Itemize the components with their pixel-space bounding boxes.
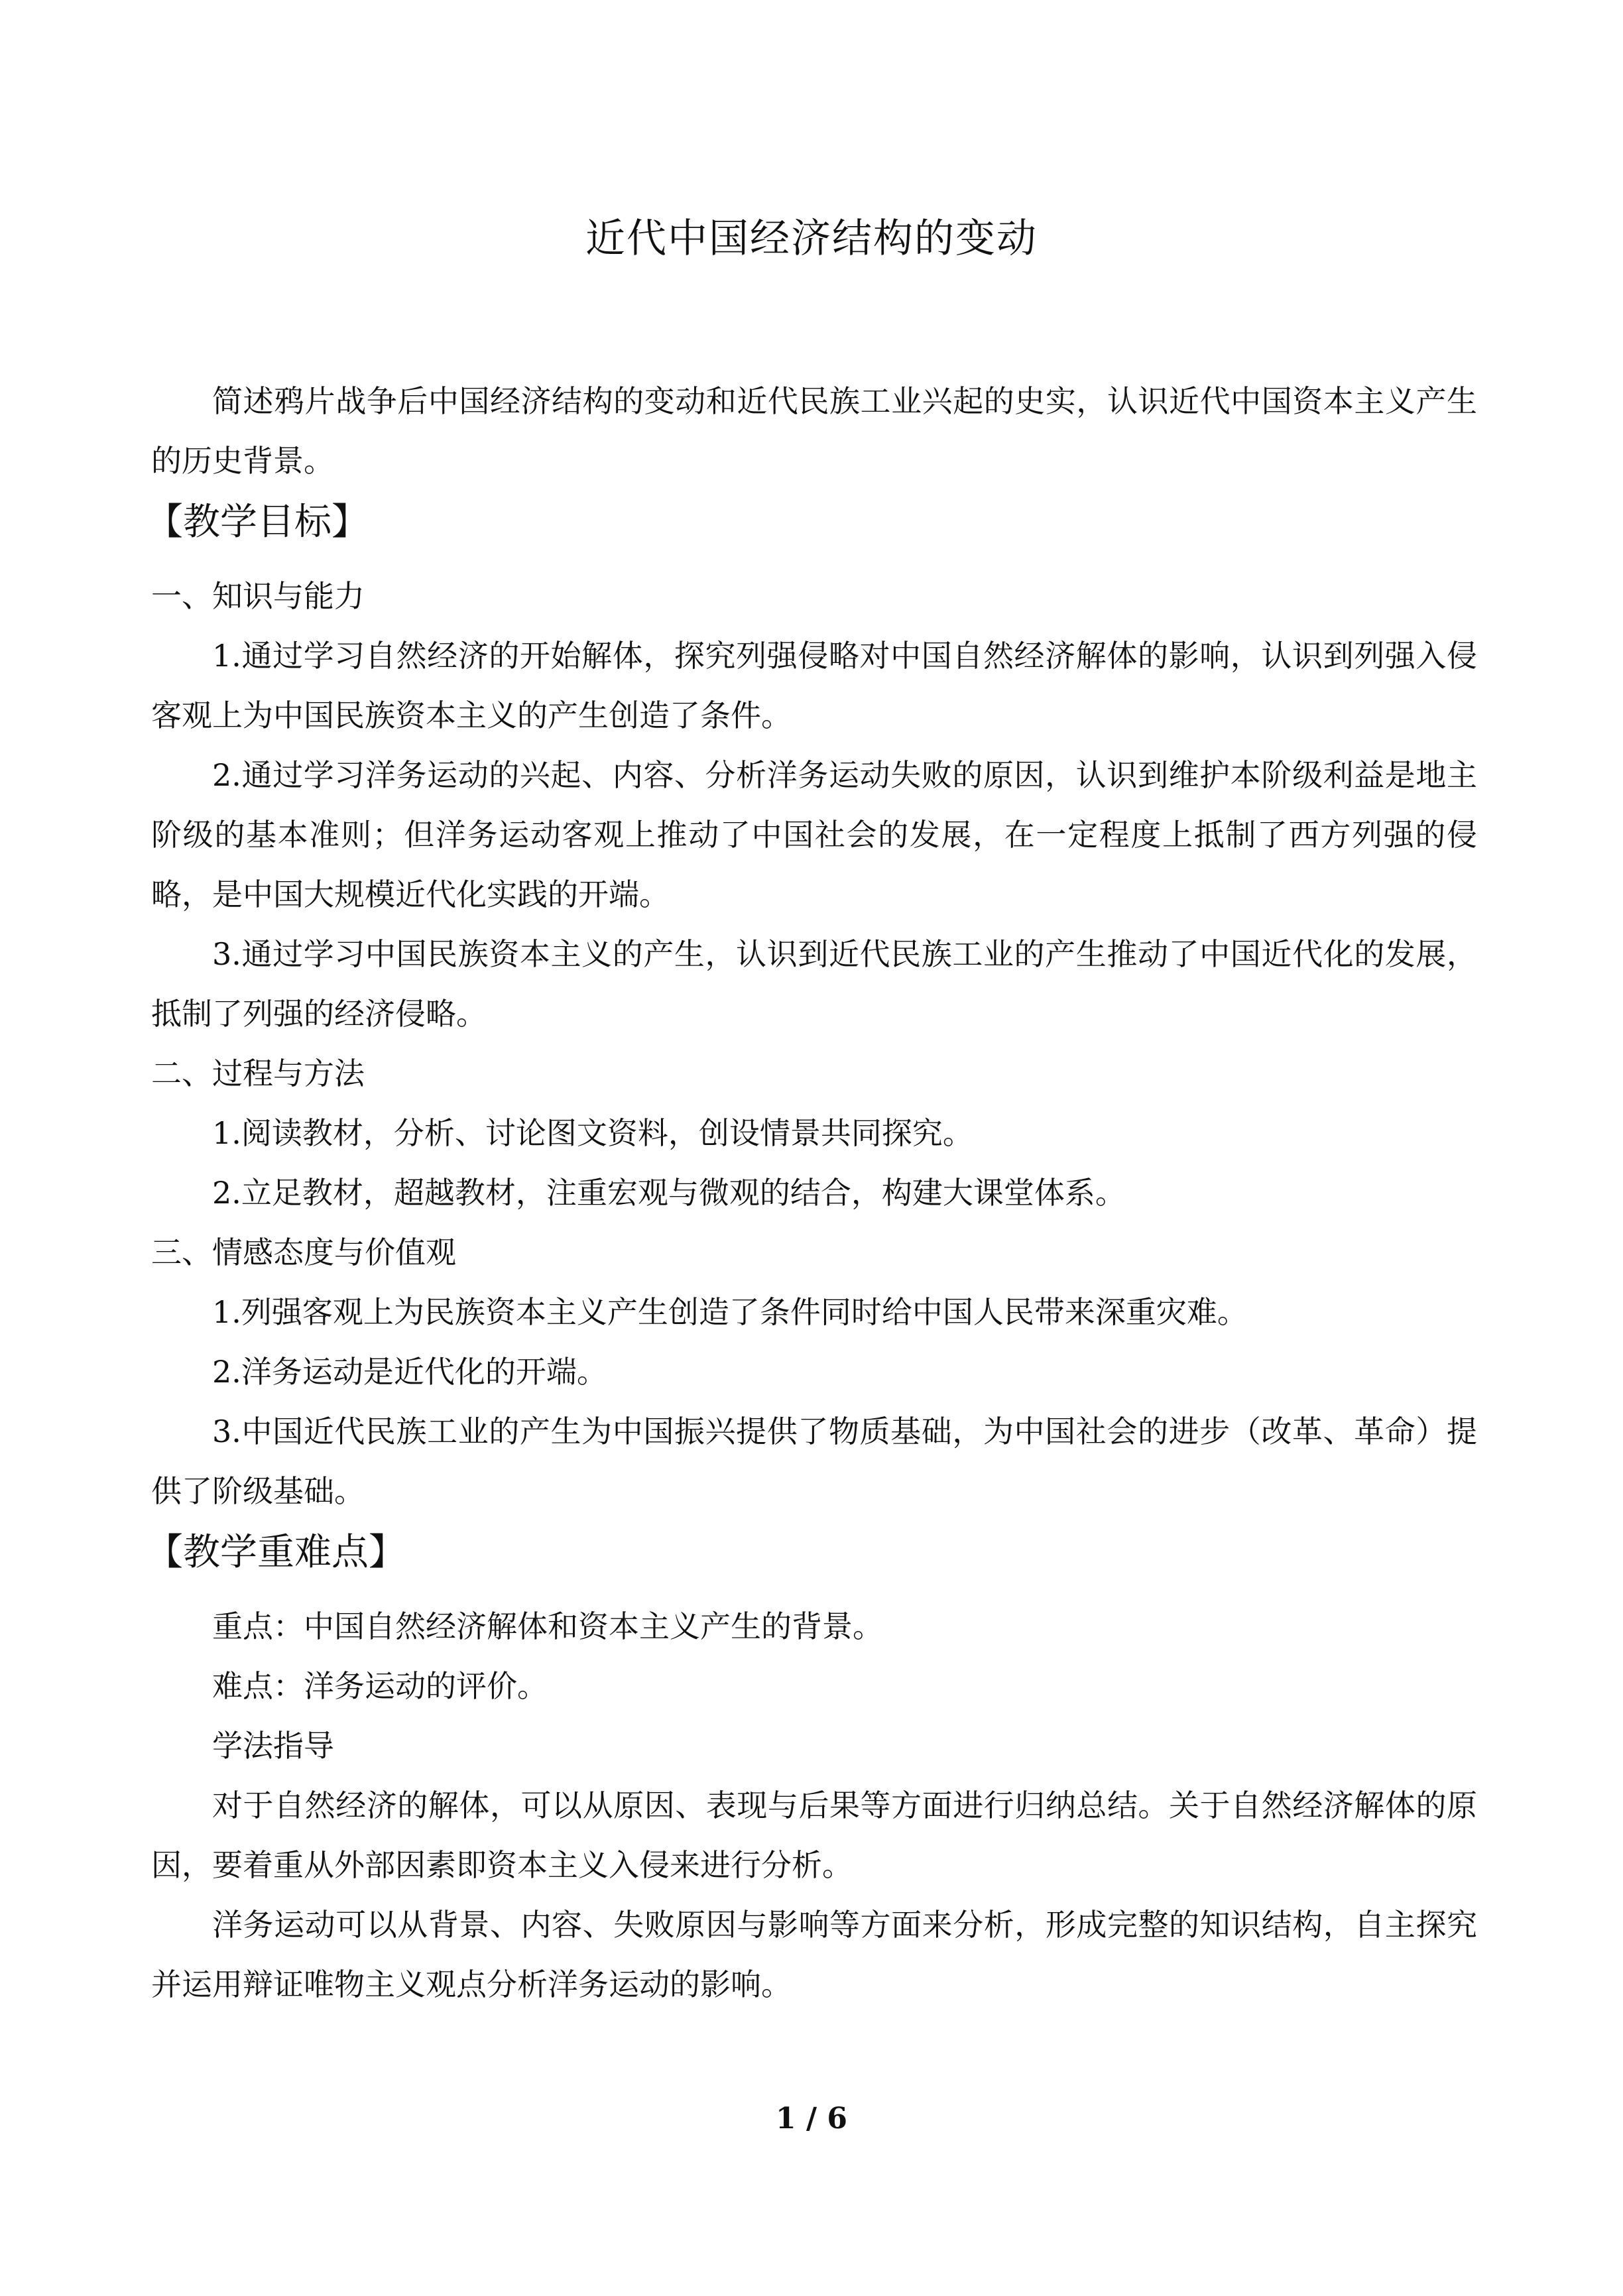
objective-item: 3.通过学习中国民族资本主义的产生，认识到近代民族工业的产生推动了中国近代化的发展，抵制了列强的经济侵略。	[151, 936, 1477, 1032]
study-method-paragraph: 对于自然经济的解体，可以从原因、表现与后果等方面进行归纳总结。关于自然经济解体的原因，要着重从外部因素即资本主义入侵来进行分析。	[151, 1787, 1477, 1883]
key-points-heading: 【教学重难点】	[146, 1531, 406, 1574]
objective-item: 1.列强客观上为民族资本主义产生创造了条件同时给中国人民带来深重灾难。	[212, 1294, 1248, 1330]
objective-item: 2.立足教材，超越教材，注重宏观与微观的结合，构建大课堂体系。	[212, 1175, 1126, 1211]
objective-item: 2.洋务运动是近代化的开端。	[212, 1354, 607, 1390]
document-body	[146, 371, 1477, 2014]
objective-item: 1.阅读教材，分析、讨论图文资料，创设情景共同探究。	[212, 1115, 973, 1151]
objectives-heading: 【教学目标】	[146, 501, 369, 544]
difficult-point: 难点：洋务运动的评价。	[212, 1668, 548, 1704]
study-method-heading: 学法指导	[212, 1728, 334, 1764]
intro-paragraph: 简述鸦片战争后中国经济结构的变动和近代民族工业兴起的史实，认识近代中国资本主义产生的历史背景。	[151, 383, 1477, 479]
process-method-heading: 二、过程与方法	[151, 1056, 365, 1091]
attitude-values-heading: 三、情感态度与价值观	[151, 1235, 456, 1270]
study-method-paragraph: 洋务运动可以从背景、内容、失败原因与影响等方面来分析，形成完整的知识结构，自主探究并运用辩证唯物主义观点分析洋务运动的影响。	[151, 1907, 1477, 2002]
document-title: 近代中国经济结构的变动	[585, 215, 1038, 262]
objective-item: 2.通过学习洋务运动的兴起、内容、分析洋务运动失败的原因，认识到维护本阶级利益是地主阶级的基本准则；但洋务运动客观上推动了中国社会的发展，在一定程度上抵制了西方列强的侵略，是中国大规模近代化实践的开端。	[151, 757, 1477, 912]
key-point: 重点：中国自然经济解体和资本主义产生的背景。	[212, 1608, 883, 1644]
knowledge-ability-heading: 一、知识与能力	[151, 578, 365, 614]
objective-item: 3.中国近代民族工业的产生为中国振兴提供了物质基础，为中国社会的进步（改革、革命）提供了阶级基础。	[151, 1414, 1477, 1509]
objective-item: 1.通过学习自然经济的开始解体，探究列强侵略对中国自然经济解体的影响，认识到列强入侵客观上为中国民族资本主义的产生创造了条件。	[151, 638, 1477, 733]
page-number: 1 / 6	[776, 2102, 847, 2136]
